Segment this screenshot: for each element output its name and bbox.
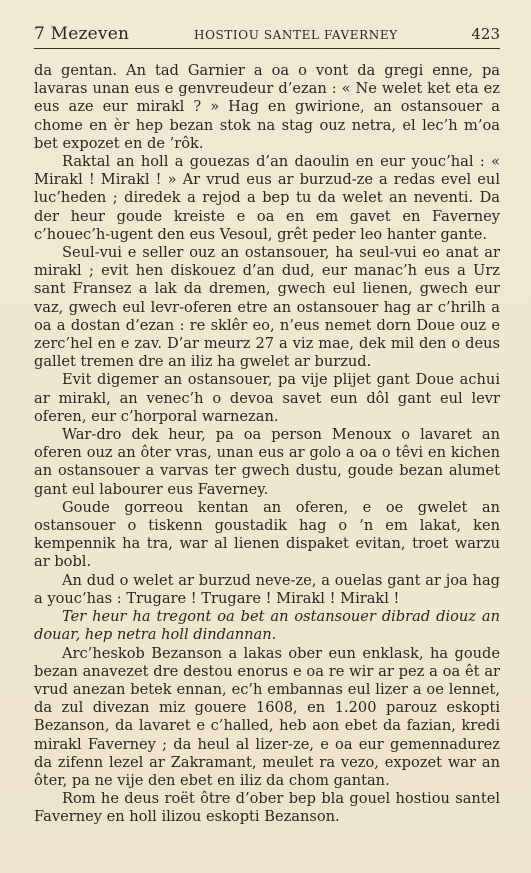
paragraph: An dud o welet ar burzud neve-ze, a ouelas gant ar joa hag a youc’has : Trugare ! Trugare ! Mirakl ! Mirakl !	[34, 571, 500, 607]
italic-paragraph: Ter heur ha tregont oa bet an ostansouer dibrad diouz an douar, hep netra holl dindannan.	[34, 608, 500, 644]
page-number: 423	[471, 25, 500, 43]
paragraph: Rom he deus roët ôtre d’ober bep bla gouel hostiou santel Faverney en holl ilizou eskopti Bezanson.	[34, 790, 500, 826]
paragraph: Arc’heskob Bezanson a lakas ober eun enklask, ha goude bezan anavezet dre destou enorus e oa re wir ar pez a oa êt ar vrud anezan betek ennan, ec’h embannas eul lizer a oe lennet, da zul divezan miz gouere 1608, en 1.200 parouz eskopti Bezanson, da lavaret e c’halled, heb aon ebet da fazian, kredi mirakl Faverney ; da heul al lizer-ze, e oa eur gemennadurez da zifenn lezel ar Zakramant, meulet ra vezo, expozet war an ôter, pa ne vije den ebet en iliz da chom gantan.	[34, 644, 500, 789]
paragraph: War-dro dek heur, pa oa person Menoux o lavaret an oferen ouz an ôter vras, unan eus ar golo a oa o têvi en kichen an ostansouer a varvas ter gwech dustu, goude bezan alumet gant eul labourer eus Faverney.	[34, 426, 500, 498]
header-date: 7 Mezeven	[34, 24, 130, 44]
header-rule	[34, 48, 500, 49]
paragraph: Goude gorreou kentan an oferen, e oe gwelet an ostansouer o tiskenn goustadik hag o ’n em lakat, ken kempennik ha tra, war al lienen dispaket evitan, troet warzu ar bobl.	[34, 498, 500, 571]
header-title: HOSTIOU SANTEL FAVERNEY	[194, 28, 398, 42]
page-body	[34, 62, 500, 827]
paragraph: Seul-vui e seller ouz an ostansouer, ha seul-vui eo anat ar mirakl ; evit hen diskouez d’an dud, eur manac’h eus a Urz sant Fransez a lak da dremen, gwech eul lienen, gwech eur vaz, gwech eul levr-oferen etre an ostansouer hag ar c’hrilh a oa a dostan d’ezan : re sklêr eo, n’eus nemet dorn Doue ouz e zerc’hel en e zav. D’ar meurz 27 a viz mae, dek mil den o deus gallet tremen dre an iliz ha gwelet ar burzud.	[34, 244, 500, 371]
paragraph: Raktal an holl a gouezas d’an daoulin en eur youc’hal : « Mirakl ! Mirakl ! » Ar vrud eus ar burzud-ze a redas evel eul luc’heden ; diredek a rejod a bep tu da welet an neventi. Da der heur goude kreiste e oa en em gavet en Faverney c’houec’h-ugent den eus Vesoul, grêt peder leo hanter gante.	[34, 153, 500, 243]
paragraph: da gentan. An tad Garnier a oa o vont da gregi enne, pa lavaras unan eus e genvreudeur d’ezan : « Ne welet ket eta ez eus aze eur mirakl ? » Hag en gwirione, an ostansouer a chome en èr hep bezan stok na stag ouz netra, el lec’h m’oa bet expozet en de ’rôk.	[34, 62, 500, 152]
paragraph: Evit digemer an ostansouer, pa vije plijet gant Doue achui ar mirakl, an venec’h o devoa savet eun dôl gant eul levr oferen, eur c’horporal warnezan.	[34, 371, 500, 425]
running-header	[34, 24, 500, 48]
